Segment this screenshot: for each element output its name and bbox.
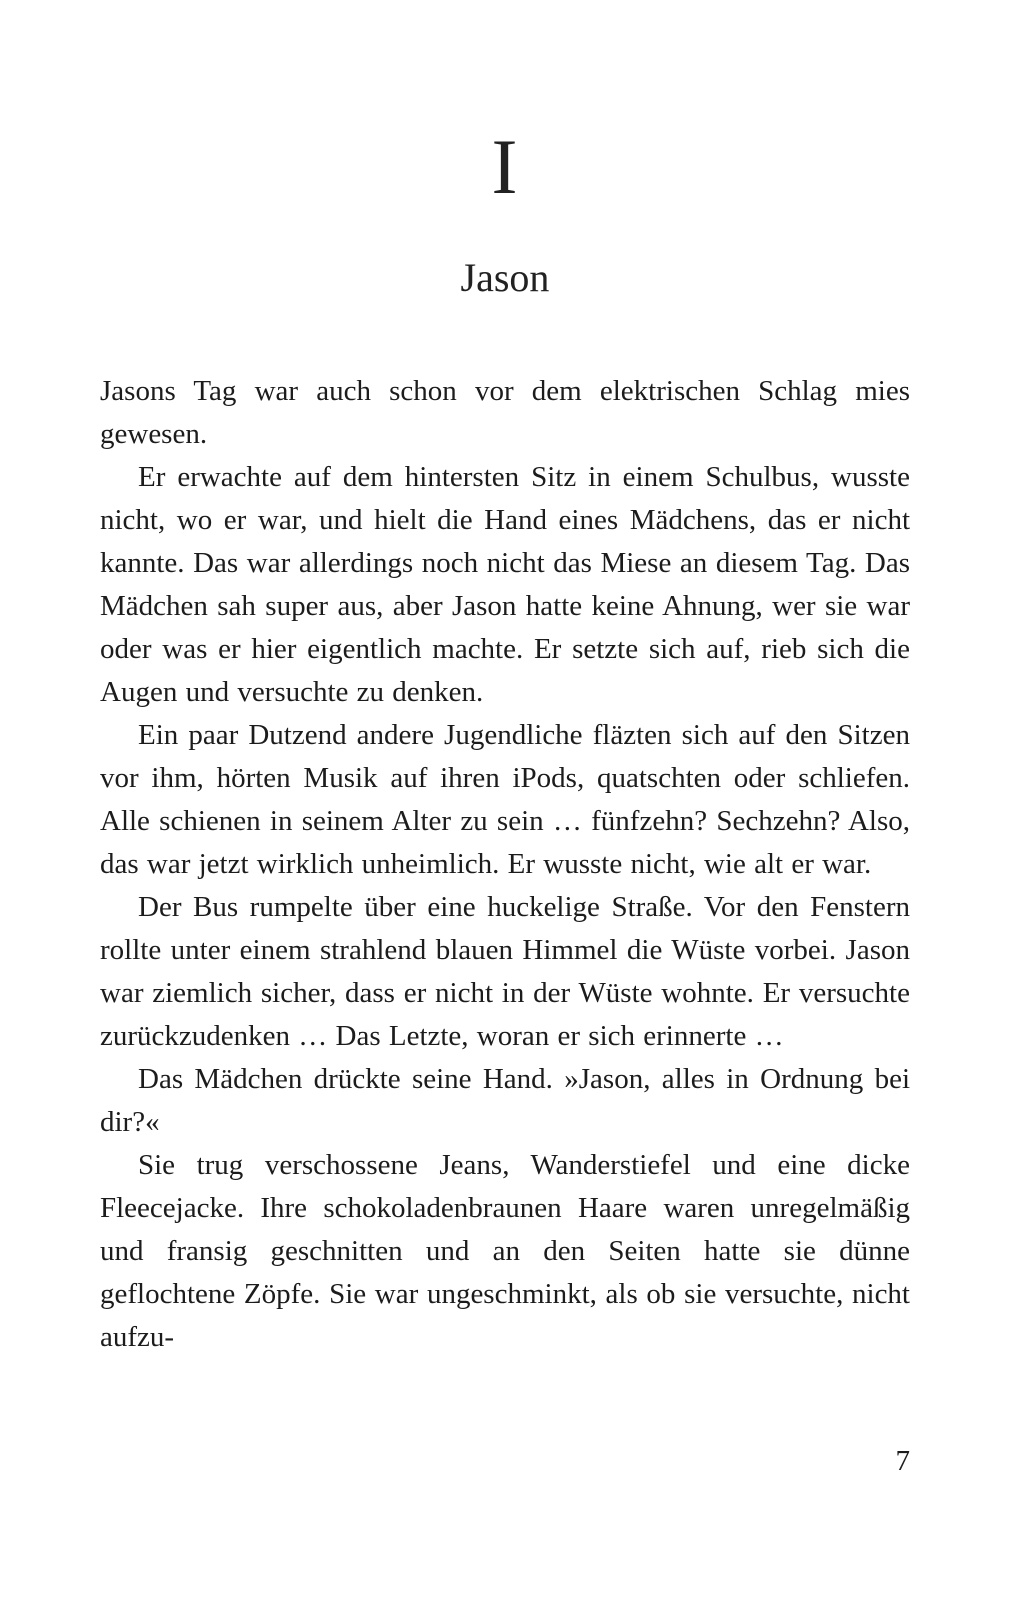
paragraph: Der Bus rumpelte über eine huckelige Straße. Vor den Fenstern rollte unter einem strahlend blauen Himmel die Wüste vorbei. Jason war ziemlich sicher, dass er nicht in der Wüste wohnte. Er versuchte zurückzudenken … Das Letzte, woran er sich erinnerte … [100, 891, 910, 1052]
paragraph: Sie trug verschossene Jeans, Wanderstiefel und eine dicke Fleecejacke. Ihre schokoladenbraunen Haare waren unregelmäßig und fransig geschnitten und an den Seiten hatte sie dünne geflochtene Zöpfe. Sie war ungeschminkt, als ob sie versuchte, nicht aufzu- [100, 1149, 910, 1353]
paragraph: Jasons Tag war auch schon vor dem elektrischen Schlag mies gewesen. [100, 375, 910, 450]
chapter-title: Jason [460, 255, 550, 300]
page-number: 7 [895, 1445, 910, 1477]
paragraph: Ein paar Dutzend andere Jugendliche fläzten sich auf den Sitzen vor ihm, hörten Musik auf ihren iPods, quatschten oder schliefen. Alle schienen in seinem Alter zu sein … fünfzehn? Sechzehn? Also, das war jetzt wirklich unheimlich. Er wusste nicht, wie alt er war. [100, 719, 910, 880]
body-text [100, 370, 910, 1359]
chapter-number: I [491, 123, 519, 210]
paragraph: Er erwachte auf dem hintersten Sitz in einem Schulbus, wusste nicht, wo er war, und hielt die Hand eines Mädchens, das er nicht kannte. Das war allerdings noch nicht das Miese an diesem Tag. Das Mädchen sah super aus, aber Jason hatte keine Ahnung, wer sie war oder was er hier eigentlich machte. Er setzte sich auf, rieb sich die Augen und versuchte zu denken. [100, 461, 910, 708]
paragraph: Das Mädchen drückte seine Hand. »Jason, alles in Ordnung bei dir?« [100, 1063, 910, 1138]
